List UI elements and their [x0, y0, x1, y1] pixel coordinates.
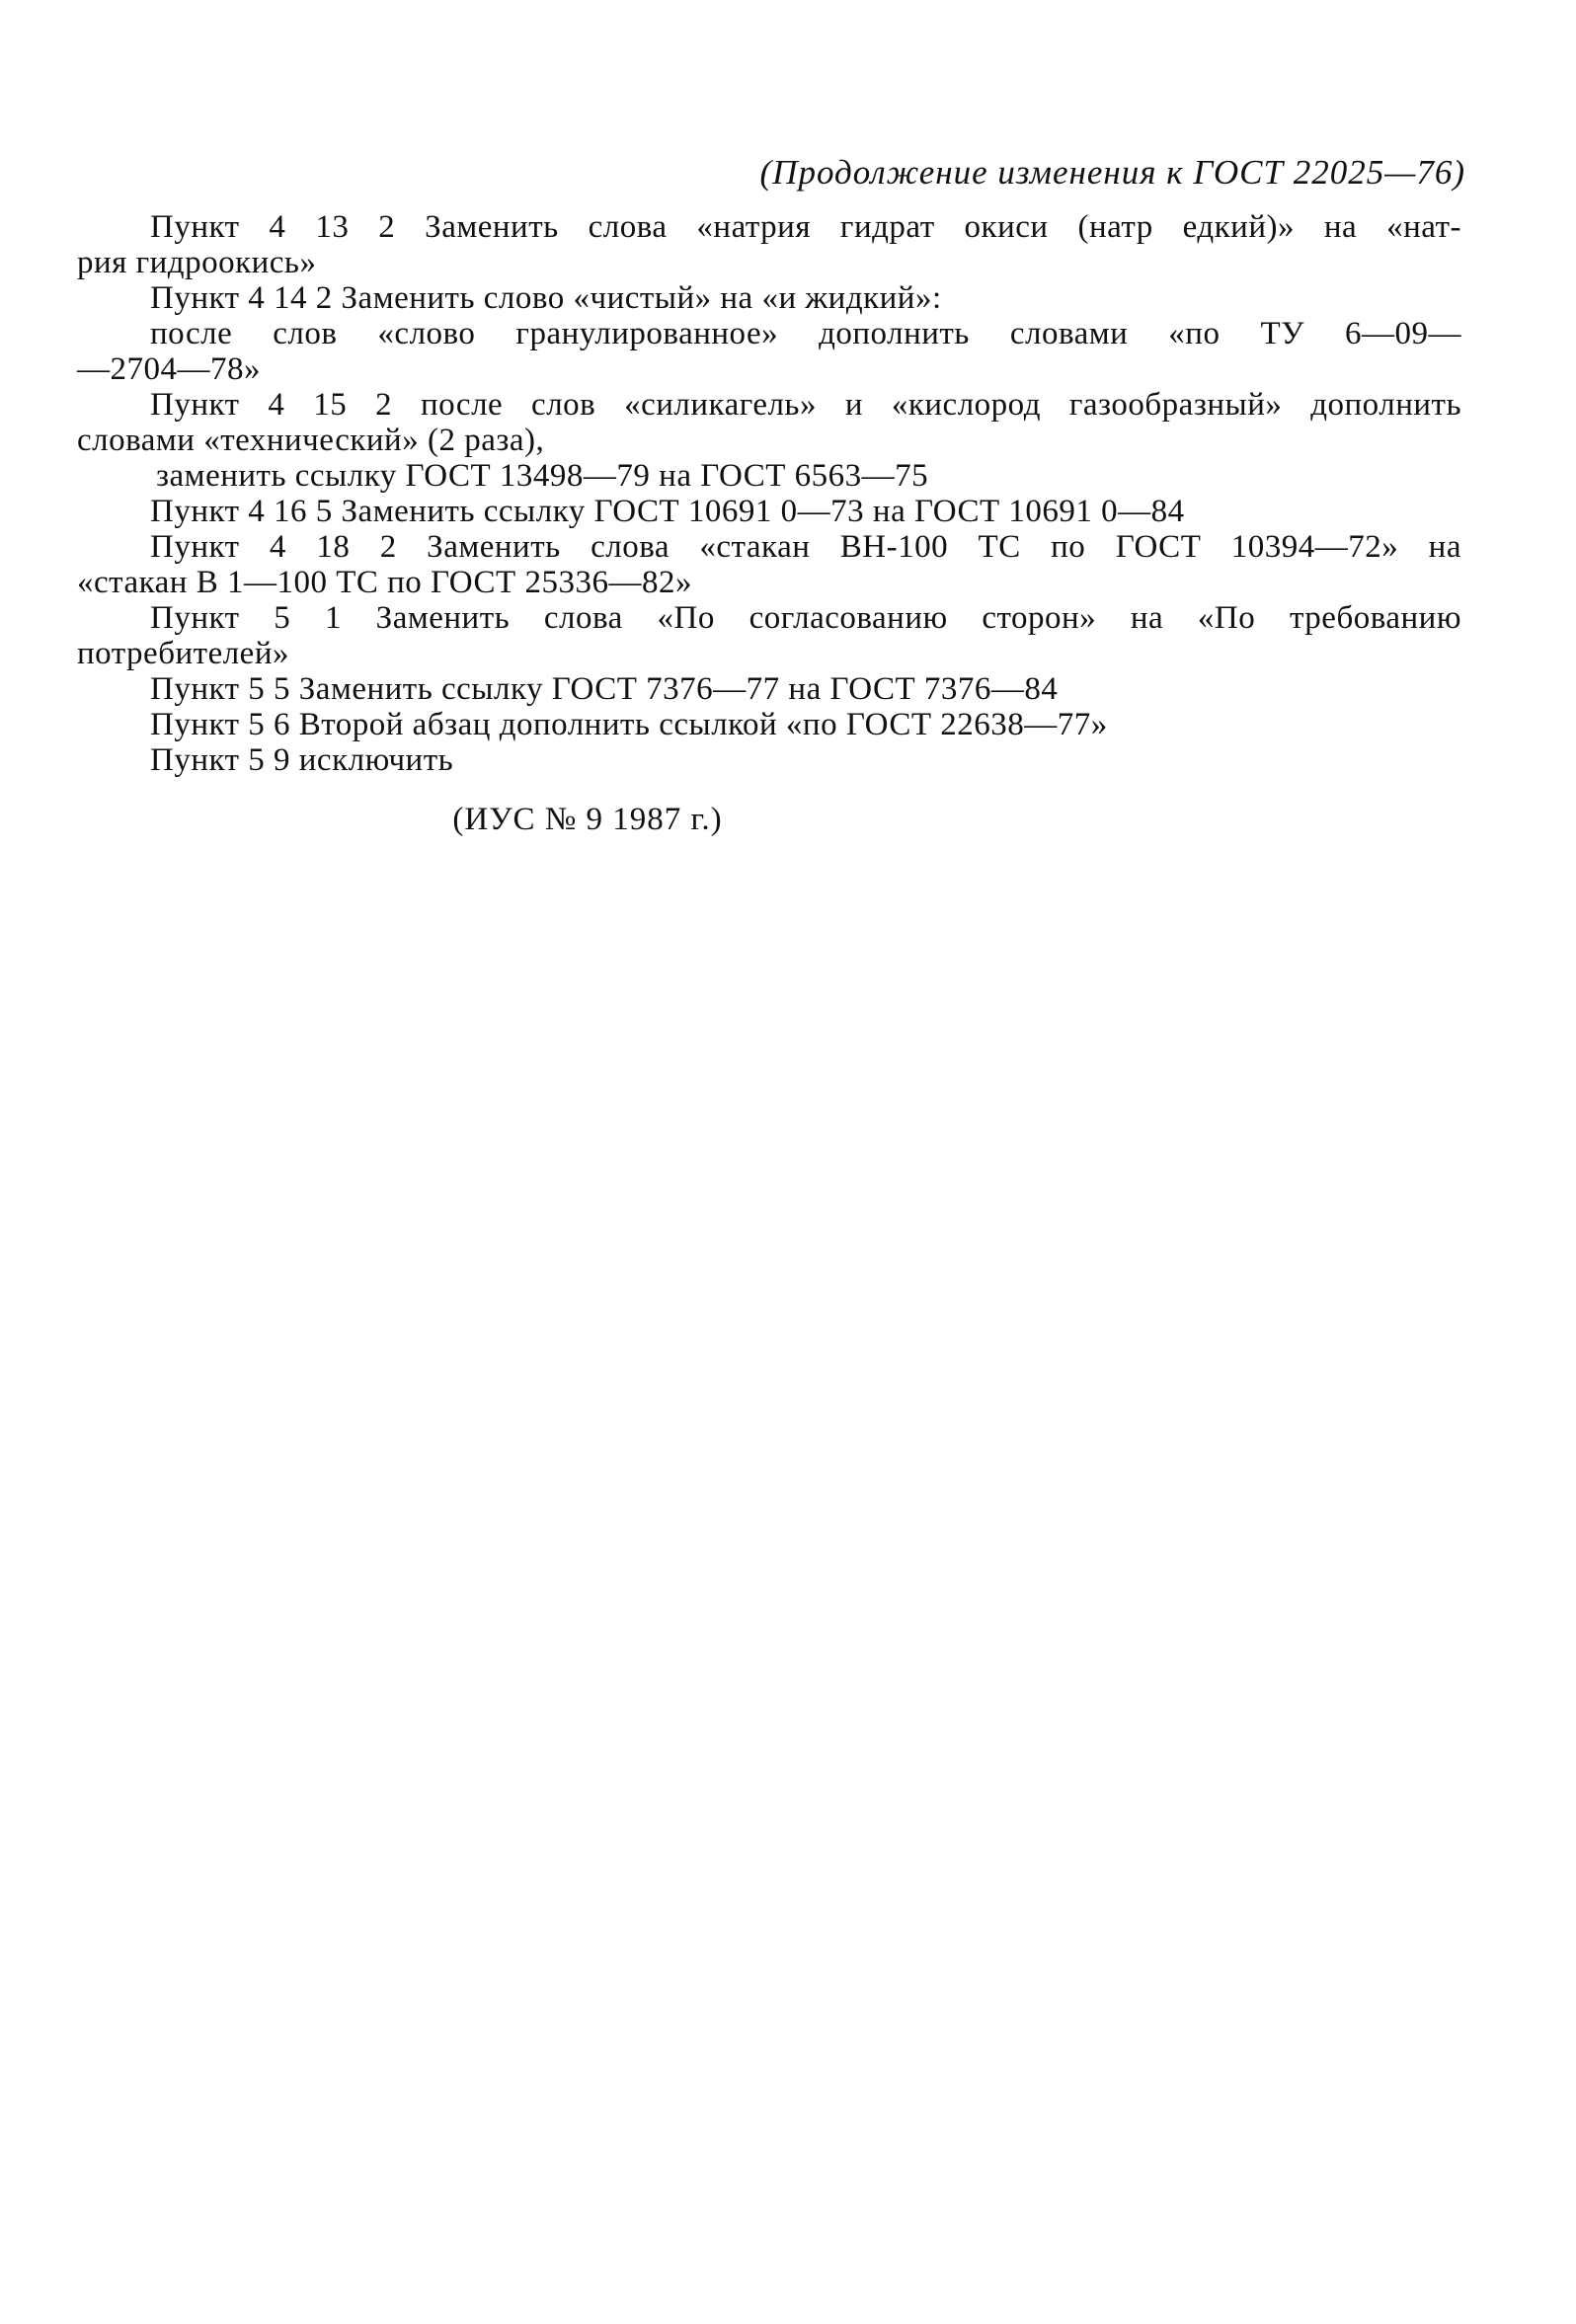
text-line: «стакан В 1—100 ТС по ГОСТ 25336—82»	[77, 565, 692, 600]
text-line: рия гидроокись»	[77, 245, 317, 280]
text-line: Пункт 4 18 2 Заменить слова «стакан ВН-100 ТС по ГОСТ 10394—72» на	[150, 529, 1461, 565]
source-reference: (ИУС № 9 1987 г.)	[452, 802, 723, 837]
text-line: Пункт 5 1 Заменить слова «По согласованию сторон» на «По требованию	[150, 600, 1461, 636]
text-line: Пункт 5 5 Заменить ссылку ГОСТ 7376—77 на ГОСТ 7376—84	[150, 671, 1059, 707]
text-line: заменить ссылку ГОСТ 13498—79 на ГОСТ 6563—75	[156, 458, 929, 494]
page-header: (Продолжение изменения к ГОСТ 22025—76)	[759, 153, 1465, 192]
text-line: Пункт 4 15 2 после слов «силикагель» и «кислород газообразный» дополнить	[150, 387, 1461, 423]
text-line: после слов «слово гранулированное» дополнить словами «по ТУ 6—09—	[150, 316, 1461, 351]
text-line: Пункт 4 16 5 Заменить ссылку ГОСТ 10691 0—73 на ГОСТ 10691 0—84	[150, 494, 1185, 529]
text-line: потребителей»	[77, 636, 289, 671]
amendment-text	[77, 209, 1461, 778]
text-line: Пункт 5 6 Второй абзац дополнить ссылкой «по ГОСТ 22638—77»	[150, 707, 1108, 742]
text-line: Пункт 5 9 исключить	[150, 742, 454, 778]
text-line: словами «технический» (2 раза),	[77, 423, 545, 458]
text-line: Пункт 4 14 2 Заменить слово «чистый» на «и жидкий»:	[150, 280, 942, 316]
text-line: —2704—78»	[77, 351, 261, 387]
text-line: Пункт 4 13 2 Заменить слова «натрия гидрат окиси (натр едкий)» на «нат-	[150, 209, 1461, 245]
